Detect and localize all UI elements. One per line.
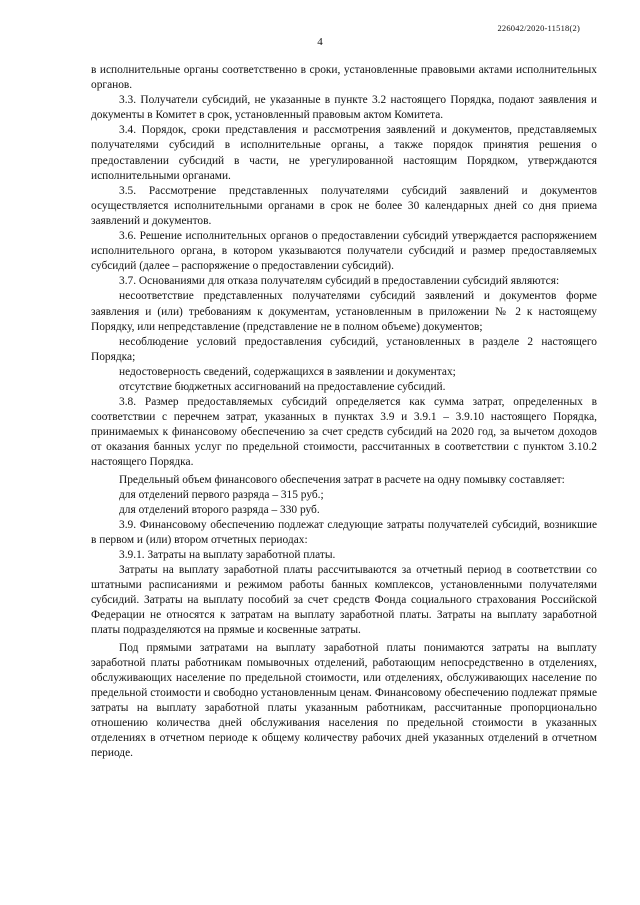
paragraph-3-7: 3.7. Основаниями для отказа получателям субсидий в предоставлении субсидий являются: bbox=[119, 275, 560, 288]
paragraph-direct-costs: Под прямыми затратами на выплату заработной платы понимаются затраты на выплату заработной платы работникам помывочных отделений, работающим непосредственно в отделениях, обслуживающих население по предельной стоимости, или отделениях, обслуживающих население по предельной стоимости и свободно установленным ценам. Финансовому обеспечению подлежат прямые затраты на выплату заработной платы указанным работникам, рассчитанные пропорционально отношению количества дней обслуживания населения по предельной стоимости в указанных отделениях в отчетном периоде к общему количеству рабочих дней указанных отделений в отчетном периоде. bbox=[91, 641, 597, 760]
paragraph-3-5: 3.5. Рассмотрение представленных получателями субсидий заявлений и документов осуществляется исполнительными органами в срок не более 30 календарных дней со дня приема заявлений и документов. bbox=[91, 184, 597, 227]
refusal-ground-4: отсутствие бюджетных ассигнований на предоставление субсидий. bbox=[119, 380, 446, 393]
paragraph-3-6: 3.6. Решение исполнительных органов о предоставлении субсидий утверждается распоряжением исполнительного органа, в котором указываются получатели субсидий и размер предоставляемых субсидий (далее – распоряжение о предоставлении субсидий). bbox=[91, 230, 597, 273]
document-registration-number: 226042/2020-11518(2) bbox=[497, 23, 580, 33]
page-number: 4 bbox=[317, 36, 323, 48]
paragraph-3-8: 3.8. Размер предоставляемых субсидий определяется как сумма затрат, определенных в соответствии с перечнем затрат, указанных в пунктах 3.9 и 3.9.1 – 3.9.10 настоящего Порядка, принимаемых к финансовому обеспечению за счет средств субсидий на 2020 год, за вычетом доходов от оказания банных услуг по предельной стоимости, рассчитанных в соответствии с пунктом 3.10.2 настоящего Порядка. bbox=[91, 396, 597, 469]
limit-first-category: для отделений первого разряда – 315 руб.; bbox=[119, 488, 324, 501]
paragraph-continuation: в исполнительные органы соответственно в сроки, установленные правовыми актами исполнительных органов. bbox=[91, 64, 597, 92]
refusal-ground-3: недостоверность сведений, содержащихся в заявлении и документах; bbox=[119, 365, 456, 378]
refusal-ground-2: несоблюдение условий предоставления субсидий, установленных в разделе 2 настоящего Порядка; bbox=[91, 335, 597, 363]
document-body bbox=[91, 63, 597, 761]
paragraph-limit-intro: Предельный объем финансового обеспечения затрат в расчете на одну помывку составляет: bbox=[119, 473, 565, 486]
paragraph-3-4: 3.4. Порядок, сроки представления и рассмотрения заявлений и документов, представляемых получателями субсидий в исполнительные органы, а также порядок принятия решения о предоставлении субсидий в части, не урегулированной настоящим Порядком, утверждаются исполнительными органами. bbox=[91, 124, 597, 182]
paragraph-3-9: 3.9. Финансовому обеспечению подлежат следующие затраты получателей субсидий, возникшие в первом и (или) втором отчетных периодах: bbox=[91, 518, 597, 546]
refusal-ground-1: несоответствие представленных получателями субсидий заявлений и документов форме заявления и (или) требованиям к документам, установленным в приложении № 2 к настоящему Порядку, или непредставление (представление не в полном объеме) документов; bbox=[91, 290, 597, 333]
paragraph-salary-costs: Затраты на выплату заработной платы рассчитываются за отчетный период в соответствии со штатными расписаниями и режимом работы банных комплексов, установленными получателями субсидий. Затраты на выплату пособий за счет средств Фонда социального страхования Российской Федерации не относятся к затратам на выплату заработной платы. Затраты на выплату заработной платы подразделяются на прямые и косвенные затраты. bbox=[91, 564, 597, 637]
paragraph-3-3: 3.3. Получатели субсидий, не указанные в пункте 3.2 настоящего Порядка, подают заявления и документы в Комитет в срок, установленный правовым актом Комитета. bbox=[91, 94, 597, 122]
paragraph-3-9-1: 3.9.1. Затраты на выплату заработной платы. bbox=[119, 549, 336, 561]
limit-second-category: для отделений второго разряда – 330 руб. bbox=[119, 503, 320, 516]
